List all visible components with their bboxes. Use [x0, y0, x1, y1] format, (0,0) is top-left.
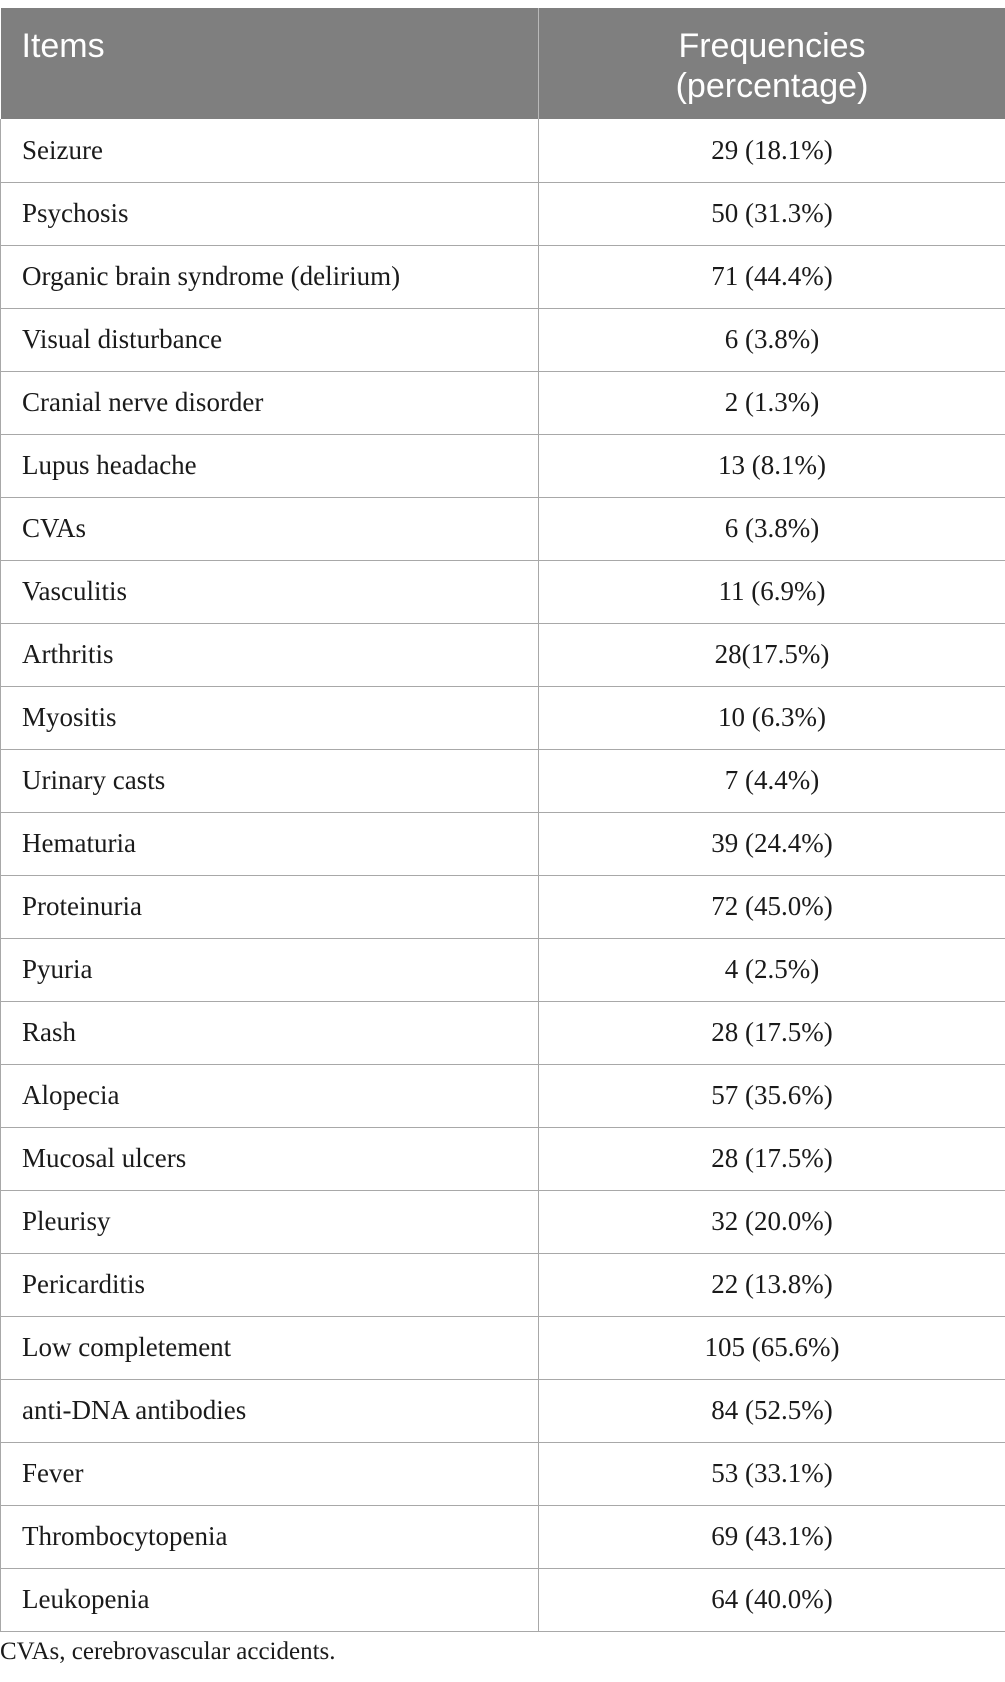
table-body [1, 119, 1005, 1631]
frequency-cell: 72 (45.0%) [539, 875, 1005, 938]
frequency-cell: 28(17.5%) [539, 623, 1005, 686]
table-row [1, 560, 1005, 623]
frequency-cell: 4 (2.5%) [539, 938, 1005, 1001]
table-row [1, 308, 1005, 371]
frequency-cell: 32 (20.0%) [539, 1190, 1005, 1253]
item-cell: CVAs [1, 497, 539, 560]
item-cell: Rash [1, 1001, 539, 1064]
table-row [1, 875, 1005, 938]
item-cell: Seizure [1, 119, 539, 182]
table-row [1, 1505, 1005, 1568]
table-row [1, 245, 1005, 308]
item-cell: Cranial nerve disorder [1, 371, 539, 434]
table-row [1, 1442, 1005, 1505]
frequency-cell: 11 (6.9%) [539, 560, 1005, 623]
header-frequencies-line2: (percentage) [675, 67, 869, 105]
item-cell: Visual disturbance [1, 308, 539, 371]
table-header [1, 8, 1005, 119]
table-row [1, 1064, 1005, 1127]
item-cell: Proteinuria [1, 875, 539, 938]
frequency-cell: 6 (3.8%) [539, 308, 1005, 371]
item-cell: Thrombocytopenia [1, 1505, 539, 1568]
frequency-cell: 57 (35.6%) [539, 1064, 1005, 1127]
frequency-cell: 29 (18.1%) [539, 119, 1005, 182]
table-row [1, 938, 1005, 1001]
item-cell: Lupus headache [1, 434, 539, 497]
table-row [1, 1190, 1005, 1253]
frequency-cell: 13 (8.1%) [539, 434, 1005, 497]
frequency-cell: 53 (33.1%) [539, 1442, 1005, 1505]
item-cell: Arthritis [1, 623, 539, 686]
item-cell: Fever [1, 1442, 539, 1505]
frequency-cell: 71 (44.4%) [539, 245, 1005, 308]
table-row [1, 1127, 1005, 1190]
table-row [1, 497, 1005, 560]
header-items: Items [1, 8, 539, 119]
frequency-cell: 2 (1.3%) [539, 371, 1005, 434]
item-cell: Leukopenia [1, 1568, 539, 1631]
item-cell: Pyuria [1, 938, 539, 1001]
table-row [1, 1001, 1005, 1064]
frequency-cell: 69 (43.1%) [539, 1505, 1005, 1568]
frequency-cell: 64 (40.0%) [539, 1568, 1005, 1631]
frequency-table-container [0, 8, 1005, 1632]
item-cell: Alopecia [1, 1064, 539, 1127]
table-row [1, 623, 1005, 686]
table-row [1, 1568, 1005, 1631]
table-row [1, 434, 1005, 497]
table-row [1, 1379, 1005, 1442]
frequency-cell: 39 (24.4%) [539, 812, 1005, 875]
frequency-cell: 10 (6.3%) [539, 686, 1005, 749]
table-row [1, 371, 1005, 434]
frequency-table [0, 8, 1005, 1632]
table-footnote: CVAs, cerebrovascular accidents. [0, 1638, 336, 1665]
item-cell: Low completement [1, 1316, 539, 1379]
frequency-cell: 7 (4.4%) [539, 749, 1005, 812]
item-cell: Psychosis [1, 182, 539, 245]
frequency-cell: 84 (52.5%) [539, 1379, 1005, 1442]
table-row [1, 1253, 1005, 1316]
table-row [1, 749, 1005, 812]
item-cell: Organic brain syndrome (delirium) [1, 245, 539, 308]
frequency-cell: 28 (17.5%) [539, 1127, 1005, 1190]
item-cell: Urinary casts [1, 749, 539, 812]
frequency-cell: 105 (65.6%) [539, 1316, 1005, 1379]
header-frequencies-line1: Frequencies [678, 27, 866, 65]
frequency-cell: 22 (13.8%) [539, 1253, 1005, 1316]
header-row [1, 8, 1005, 119]
item-cell: anti-DNA antibodies [1, 1379, 539, 1442]
item-cell: Pericarditis [1, 1253, 539, 1316]
item-cell: Pleurisy [1, 1190, 539, 1253]
table-row [1, 686, 1005, 749]
frequency-cell: 28 (17.5%) [539, 1001, 1005, 1064]
item-cell: Vasculitis [1, 560, 539, 623]
table-row [1, 1316, 1005, 1379]
table-row [1, 119, 1005, 182]
frequency-cell: 6 (3.8%) [539, 497, 1005, 560]
item-cell: Myositis [1, 686, 539, 749]
table-row [1, 812, 1005, 875]
frequency-cell: 50 (31.3%) [539, 182, 1005, 245]
header-frequencies [539, 8, 1005, 119]
table-row [1, 182, 1005, 245]
item-cell: Hematuria [1, 812, 539, 875]
item-cell: Mucosal ulcers [1, 1127, 539, 1190]
